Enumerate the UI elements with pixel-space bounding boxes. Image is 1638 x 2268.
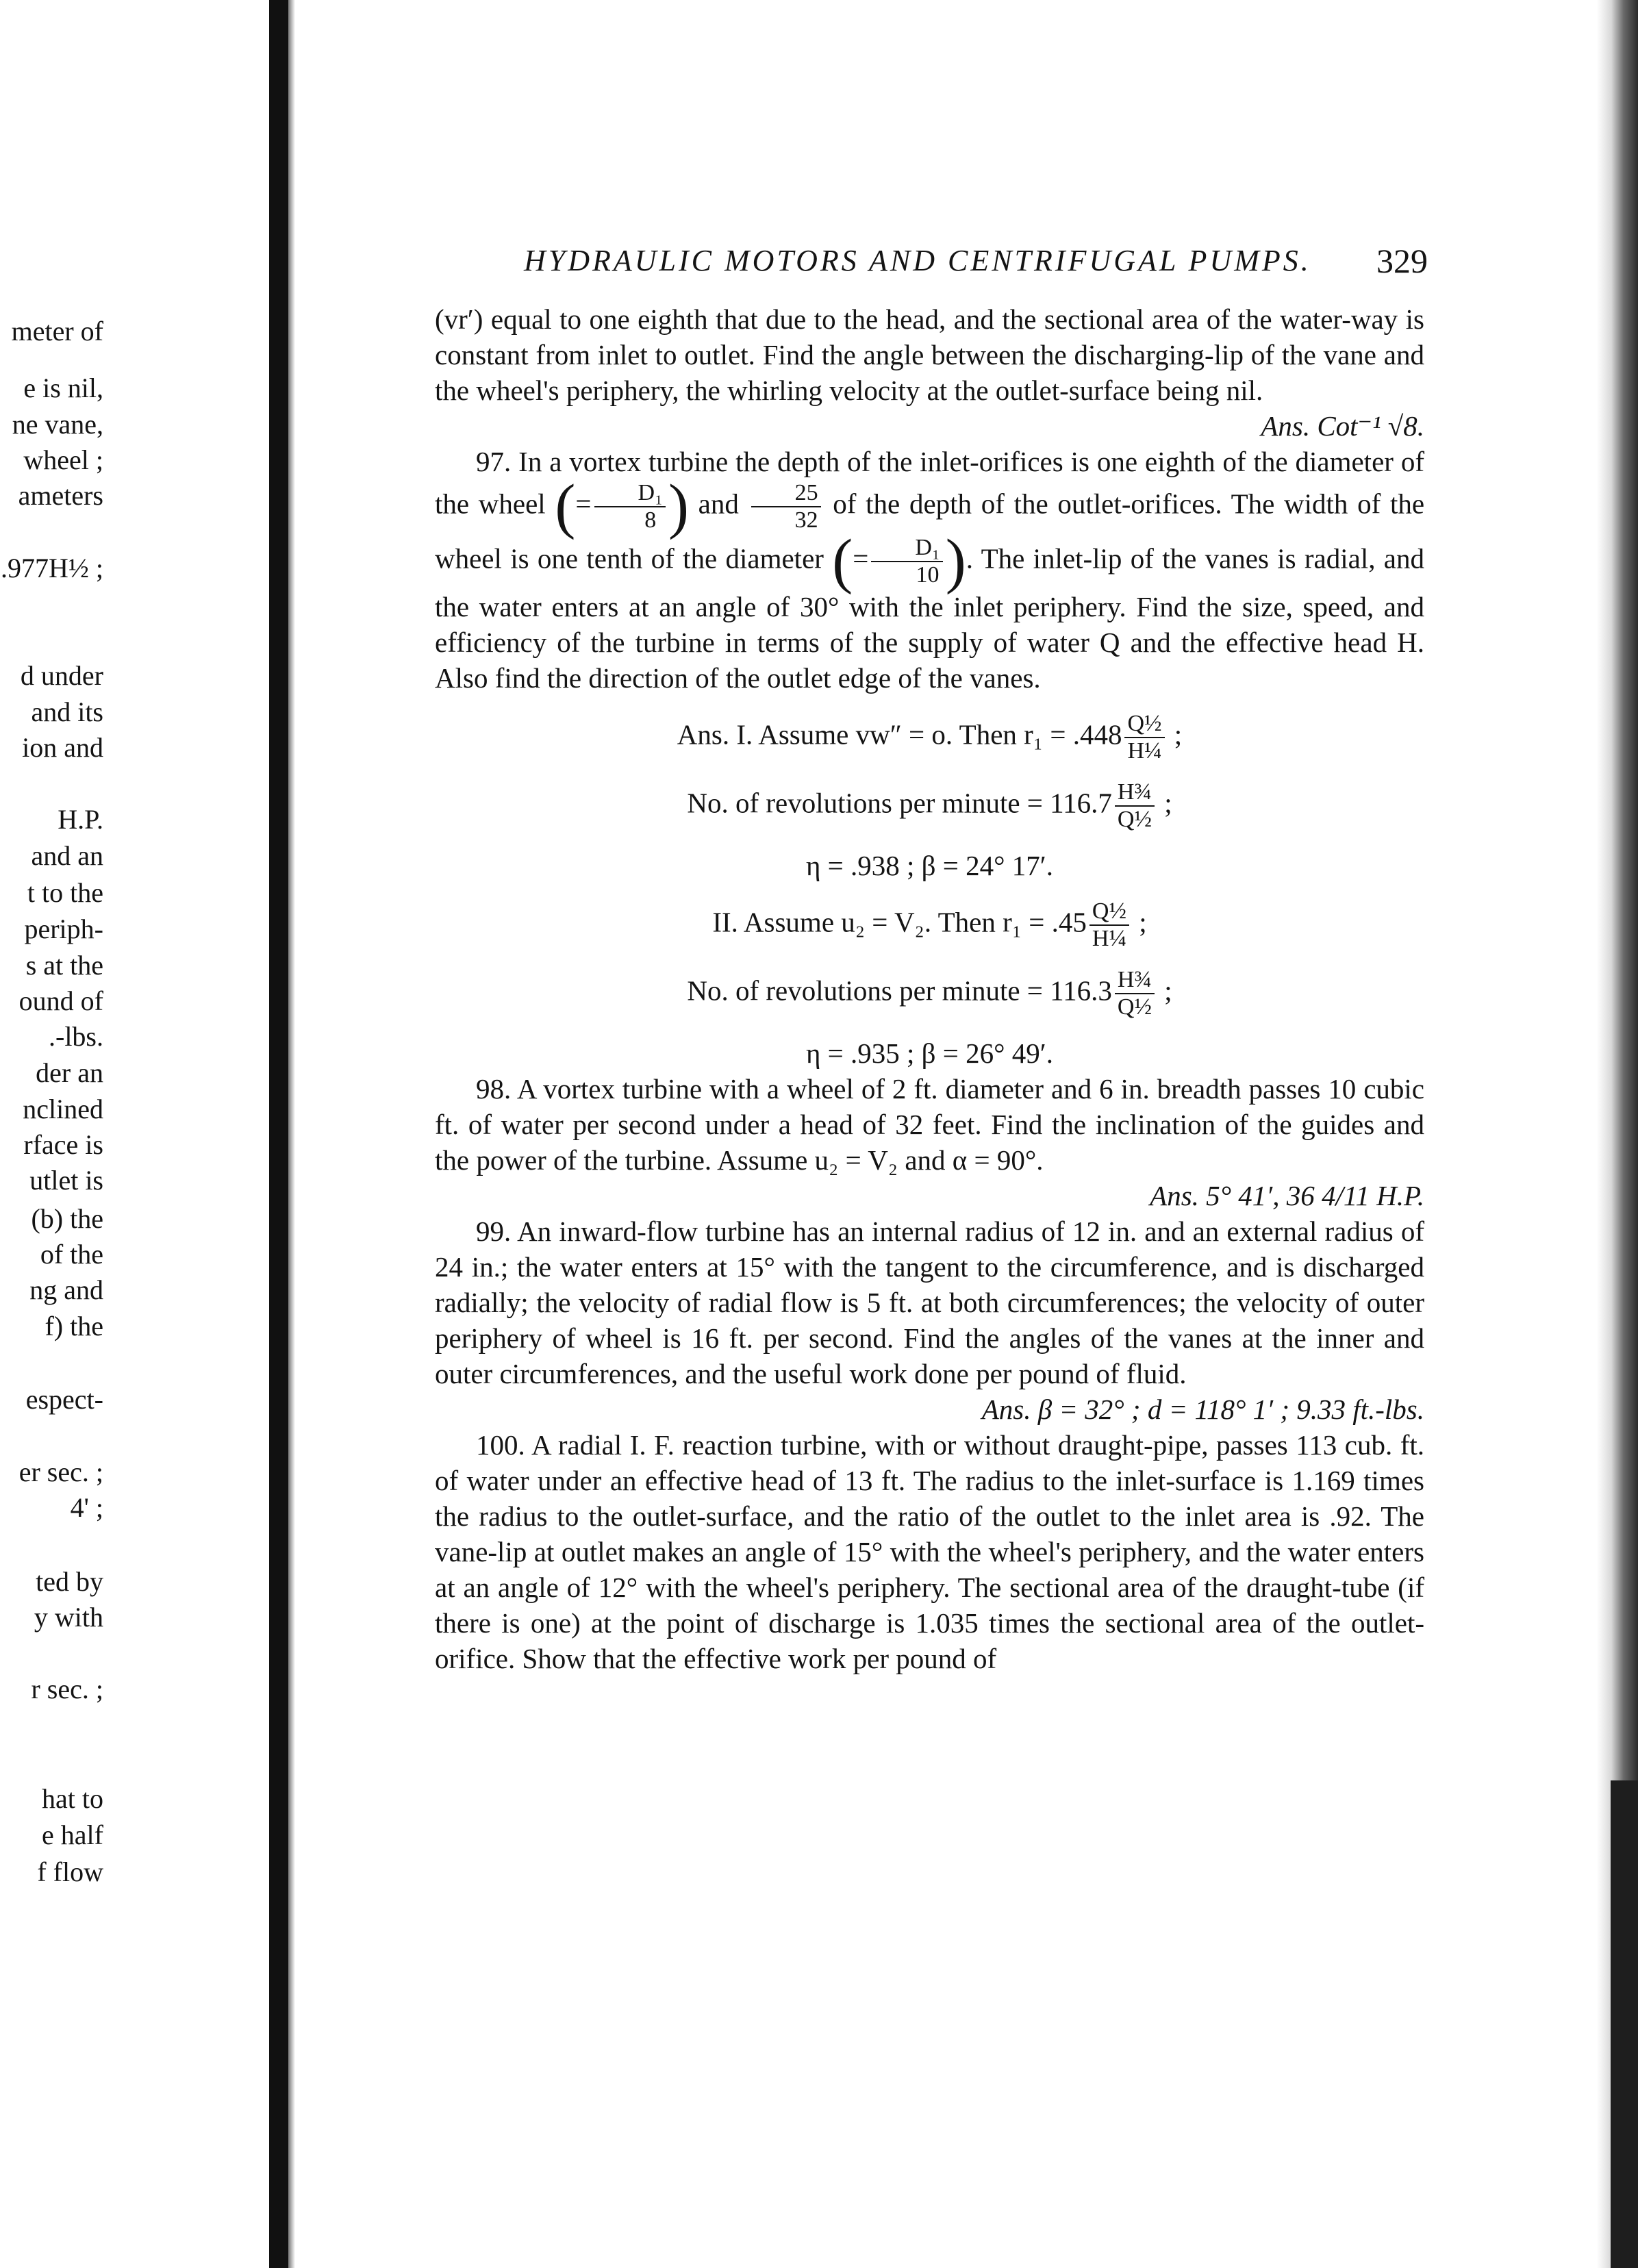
left-line: f) the — [45, 1311, 103, 1341]
left-line: .977H½ ; — [1, 553, 103, 583]
fraction: $\frac{\text{D₁}}{8}$ — [594, 480, 666, 533]
left-line: periph- — [24, 914, 103, 944]
left-line: y with — [34, 1602, 103, 1633]
answer-line: η = .938 ; β = 24° 17′. — [805, 850, 1054, 881]
left-line: ted by — [36, 1566, 103, 1597]
problem-98: 98. A vortex turbine with a wheel of 2 ft. diameter and 6 in. breadth passes 10 cubic ft. of water per second under a head of 32 feet. Find the inclination of the guides and the power of the turbine. Assume u₂ = V₂ and α = 90°. — [435, 1073, 1424, 1176]
left-line: .-lbs. — [49, 1021, 103, 1052]
problem-97-text-c: The inlet-lip of the vanes is radial, and the water enters at an angle of 30° with the inlet periphery. Find the size, speed, and efficiency of the turbine in terms of the supply of water Q and the effective head H. Also find the direction of the outlet edge of the vanes. — [435, 542, 1424, 694]
left-line: e half — [42, 1819, 103, 1850]
paren-open: ( — [555, 473, 576, 540]
problem-99: 99. An inward-flow turbine has an internal radius of 12 in. and an external radius of 24 in.; the water enters at 15° with the tangent to the circumference, and is discharged radially; the velocity of radial flow is 5 ft. at both circumferences; the velocity of outer periphery of wheel is 16 ft. per second. Find the angles of the vanes at the inner and outer circumferences, and the useful work done per pound of fluid. — [435, 1215, 1424, 1389]
left-line: 4' ; — [70, 1492, 103, 1523]
answer-line: II. Assume u₂ = V₂. Then r₁ = .45 $\frac{\text{Q½}}{\text{H¼}}$ ; — [712, 898, 1147, 951]
problem-97-text-a: 97. In a vortex turbine the depth of the inlet-orifices is one eighth of the diameter of the wheel — [435, 446, 1424, 520]
answer-line: No. of revolutions per minute = 116.7 $\frac{\text{H¾}}{\text{Q½}}$ ; — [687, 779, 1172, 832]
left-line: s at the — [25, 950, 103, 981]
left-line: d under — [20, 660, 103, 691]
problem-100: 100. A radial I. F. reaction turbine, with or without draught-pipe, passes 113 cub. ft. of water under an effective head of 13 ft. The radius to the inlet-surface is 1.169 times the radius to the outlet-surface, and the ratio of the outlet to the inlet area is .92. The vane-lip at outlet makes an angle of 15° with the wheel's periphery, and the water enters at an angle of 12° with the wheel's periphery. The sectional area of the draught-tube (if there is one) at the point of discharge is 1.035 times the sectional area of the outlet-orifice. Show that the effective work per pound of — [435, 1429, 1424, 1674]
answer-line: Ans. I. Assume vw″ = o. Then r₁ = .448 $\frac{\text{Q½}}{\text{H¼}}$ ; — [677, 711, 1183, 764]
facing-page-fragment — [0, 0, 269, 2268]
left-line: e is nil, — [23, 373, 103, 403]
left-line: and its — [31, 696, 103, 727]
left-line: t to the — [27, 877, 103, 908]
answer-text: Ans. Cot⁻¹ √8. — [1261, 410, 1424, 442]
paren-close: ) — [945, 527, 966, 595]
paren-open: ( — [832, 527, 853, 595]
left-line: er sec. ; — [18, 1457, 103, 1487]
left-line: f flow — [37, 1856, 103, 1887]
left-line: ion and — [22, 732, 103, 763]
fraction: $\frac{\text{D₁}}{10}$ — [871, 535, 942, 588]
gutter-shadow — [288, 0, 295, 2268]
problem-97: 97. In a vortex turbine the depth of the inlet-orifices is one eighth of the diameter of the wheel (= $\frac{\text{D₁}}{8}$ ) and $\frac{25}{32}$ of the depth of the outlet-orifices. The width of the wheel is one tenth of the diameter (= $\frac{\text{D₁}}{10}$ ). The inlet-lip of the vanes is radial, and the water enters at an angle of 30° with the inlet periphery. Find the size, speed, and efficiency of the turbine in terms of the supply of water Q and the effective head H. Also find the direction of the outlet edge of the vanes. — [435, 446, 1425, 694]
left-line: nclined — [23, 1094, 103, 1124]
answer-line: Ans. 5° 41′, 36 4/11 H.P. — [1150, 1180, 1424, 1211]
left-line: (b) the — [31, 1203, 103, 1234]
left-line: wheel ; — [23, 444, 103, 475]
left-line: ne vane, — [12, 409, 103, 440]
left-line: utlet is — [29, 1165, 103, 1196]
paren-close: ) — [668, 473, 689, 540]
continuation-paragraph: (vr′) equal to one eighth that due to the head, and the sectional area of the water-way is constant from inlet to outlet. Find the angle between the discharging-lip of the vane and the wheel's periphery, the whirling velocity at the outlet-surface being nil. — [435, 303, 1424, 406]
running-header: HYDRAULIC MOTORS AND CENTRIFUGAL PUMPS. — [524, 244, 1311, 277]
left-line: hat to — [42, 1783, 103, 1814]
answer-line: Ans. β = 32° ; d = 118° 1′ ; 9.33 ft.-lbs. — [981, 1394, 1424, 1425]
left-line: ameters — [18, 480, 103, 511]
left-line: rface is — [23, 1129, 103, 1160]
left-line: ound of — [18, 985, 103, 1016]
page-body — [435, 301, 1424, 1676]
page-edge-dark — [1611, 1780, 1638, 2268]
problem-97-text-b: of the depth of the outlet-orifices. The width of the wheel is one tenth of the diameter — [435, 488, 1425, 575]
answer-line — [435, 408, 1424, 444]
fraction: $\frac{25}{32}$ — [751, 480, 821, 533]
left-line: and an — [31, 840, 103, 871]
left-line: der an — [36, 1057, 103, 1088]
answer-line: No. of revolutions per minute = 116.3 $\frac{\text{H¾}}{\text{Q½}}$ ; — [687, 967, 1172, 1020]
book-gutter — [269, 0, 288, 2268]
page-number: 329 — [1376, 242, 1428, 280]
answer-line: η = .935 ; β = 26° 49′. — [805, 1037, 1054, 1069]
left-line: ng and — [29, 1274, 103, 1305]
left-line: of the — [40, 1239, 103, 1270]
left-line: r sec. ; — [31, 1674, 103, 1704]
left-line: H.P. — [58, 804, 103, 835]
left-line: espect- — [25, 1384, 103, 1415]
left-line: meter of — [11, 316, 103, 346]
